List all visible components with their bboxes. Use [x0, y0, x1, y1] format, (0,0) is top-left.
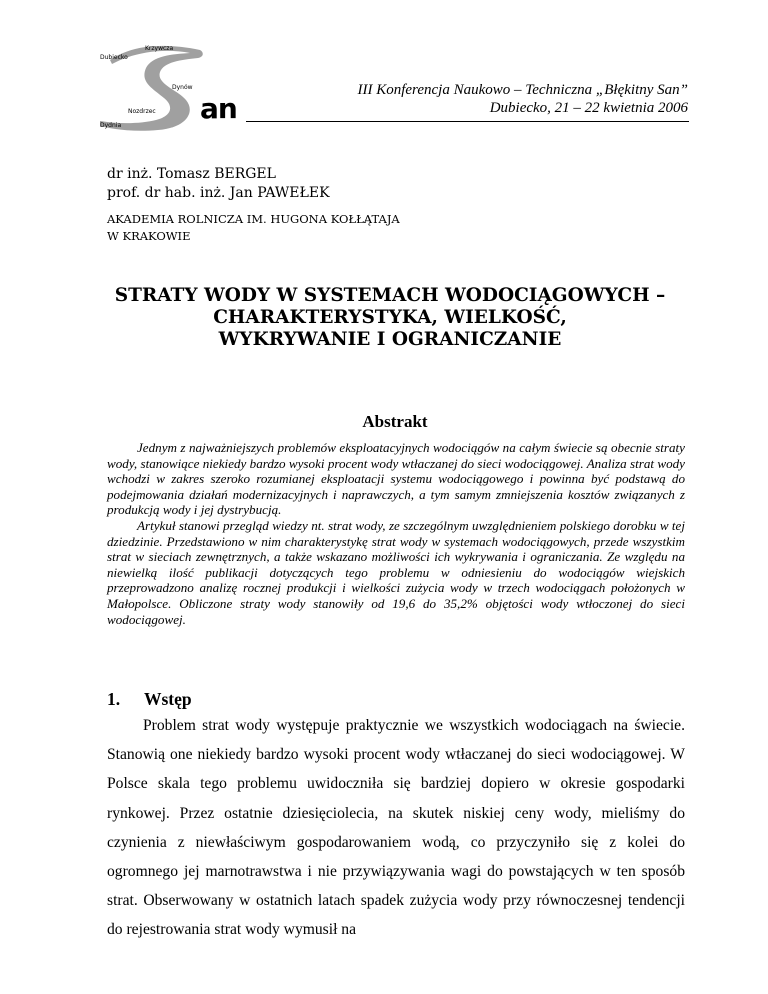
title-line-3: WYKRYWANIE I OGRANICZANIE — [218, 329, 562, 350]
header-place-date: Dubiecko, 21 – 22 kwietnia 2006 — [489, 100, 688, 116]
town-label-krzywcza: Krzywcza — [145, 45, 174, 52]
logo-letters: an — [200, 92, 237, 125]
paper-title — [60, 285, 720, 351]
abstract-paragraph-2: Artykuł stanowi przegląd wiedzy nt. strat wody, ze szczególnym uwzględnieniem polskiego dorobku w tej dziedzinie. Przedstawiono w nim charakterystykę strat wody w systemach wodociągowych, przede wszystkim strat w sieciach zewnętrznych, a także wskazano możliwości ich wykrywania i ograniczania. Ze względu na niewielką ilość publikacji dotyczących tego problemu w odniesieniu do wodociągów wiejskich przeprowadzono analizę rocznej produkcji i wielkości zużycia wody w trzech wodociągach położonych w Małopolsce. Obliczone straty wody stanowiły od 19,6 do 35,2% objętości wody wtłoczonej do sieci wodociągowej. — [107, 517, 685, 627]
affiliation-line-1: AKADEMIA ROLNICZA IM. HUGONA KOŁŁĄTAJA — [107, 212, 400, 226]
affiliation-line-2: W KRAKOWIE — [107, 229, 191, 243]
town-label-nozdrzec: Nozdrzec — [128, 108, 156, 115]
body-paragraph: Problem strat wody występuje praktycznie we wszystkich wodociągach na świecie. Stanowią one niekiedy bardzo wysoki procent wody wtłaczanej do sieci wodociągowej. W Polsce skala tego problemu uwidoczniła się bardziej dopiero w okresie gospodarki rynkowej. Przez ostatnie dziesięciolecia, na skutek niskiej ceny wody, mieliśmy do czynienia z niewłaściwym gospodarowaniem wodą, co przyczyniło się z kolei do ogromnego jej marnotrawstwa i nie przywiązywania wagi do powstających w ten sposób strat. Obserwowany w ostatnich latach spadek zużycia wody przy równoczesnej tendencji do rejestrowania strat wody wymusił na — [107, 717, 685, 939]
author-2: prof. dr hab. inż. Jan PAWEŁEK — [107, 185, 330, 201]
header-conference-name: III Konferencja Naukowo – Techniczna „Błękitny San” — [357, 82, 688, 98]
town-label-dynow: Dynów — [172, 84, 193, 91]
section-title: Wstęp — [144, 689, 192, 709]
section-heading — [107, 689, 192, 710]
author-1: dr inż. Tomasz BERGEL — [107, 166, 276, 182]
abstract-paragraph-1: Jednym z najważniejszych problemów eksploatacyjnych wodociągów na całym świecie są obecnie straty wody, stanowiące niekiedy bardzo wysoki procent wody wtłaczanej do sieci wodociągowej. Analiza strat wody wchodzi w zakres szeroko rozumianej eksploatacji systemu wodociągowego i powinna być podstawą do podejmowania działań modernizacyjnych i naprawczych, a tym samym zmniejszenia kosztów związanych z produkcją wody i jej dystrybucją. — [107, 440, 685, 518]
title-line-2: CHARAKTERYSTYKA, WIELKOŚĆ, — [213, 307, 567, 328]
town-label-dydnia: Dydnia — [100, 122, 122, 129]
town-label-dubiecko: Dubiecko — [100, 54, 128, 61]
abstract-heading: Abstrakt — [362, 412, 428, 431]
abstract-body — [107, 440, 685, 627]
section-body — [107, 711, 685, 945]
title-line-1: STRATY WODY W SYSTEMACH WODOCIĄGOWYCH – — [114, 285, 666, 306]
section-number: 1. — [107, 689, 121, 709]
header-divider — [246, 121, 689, 122]
